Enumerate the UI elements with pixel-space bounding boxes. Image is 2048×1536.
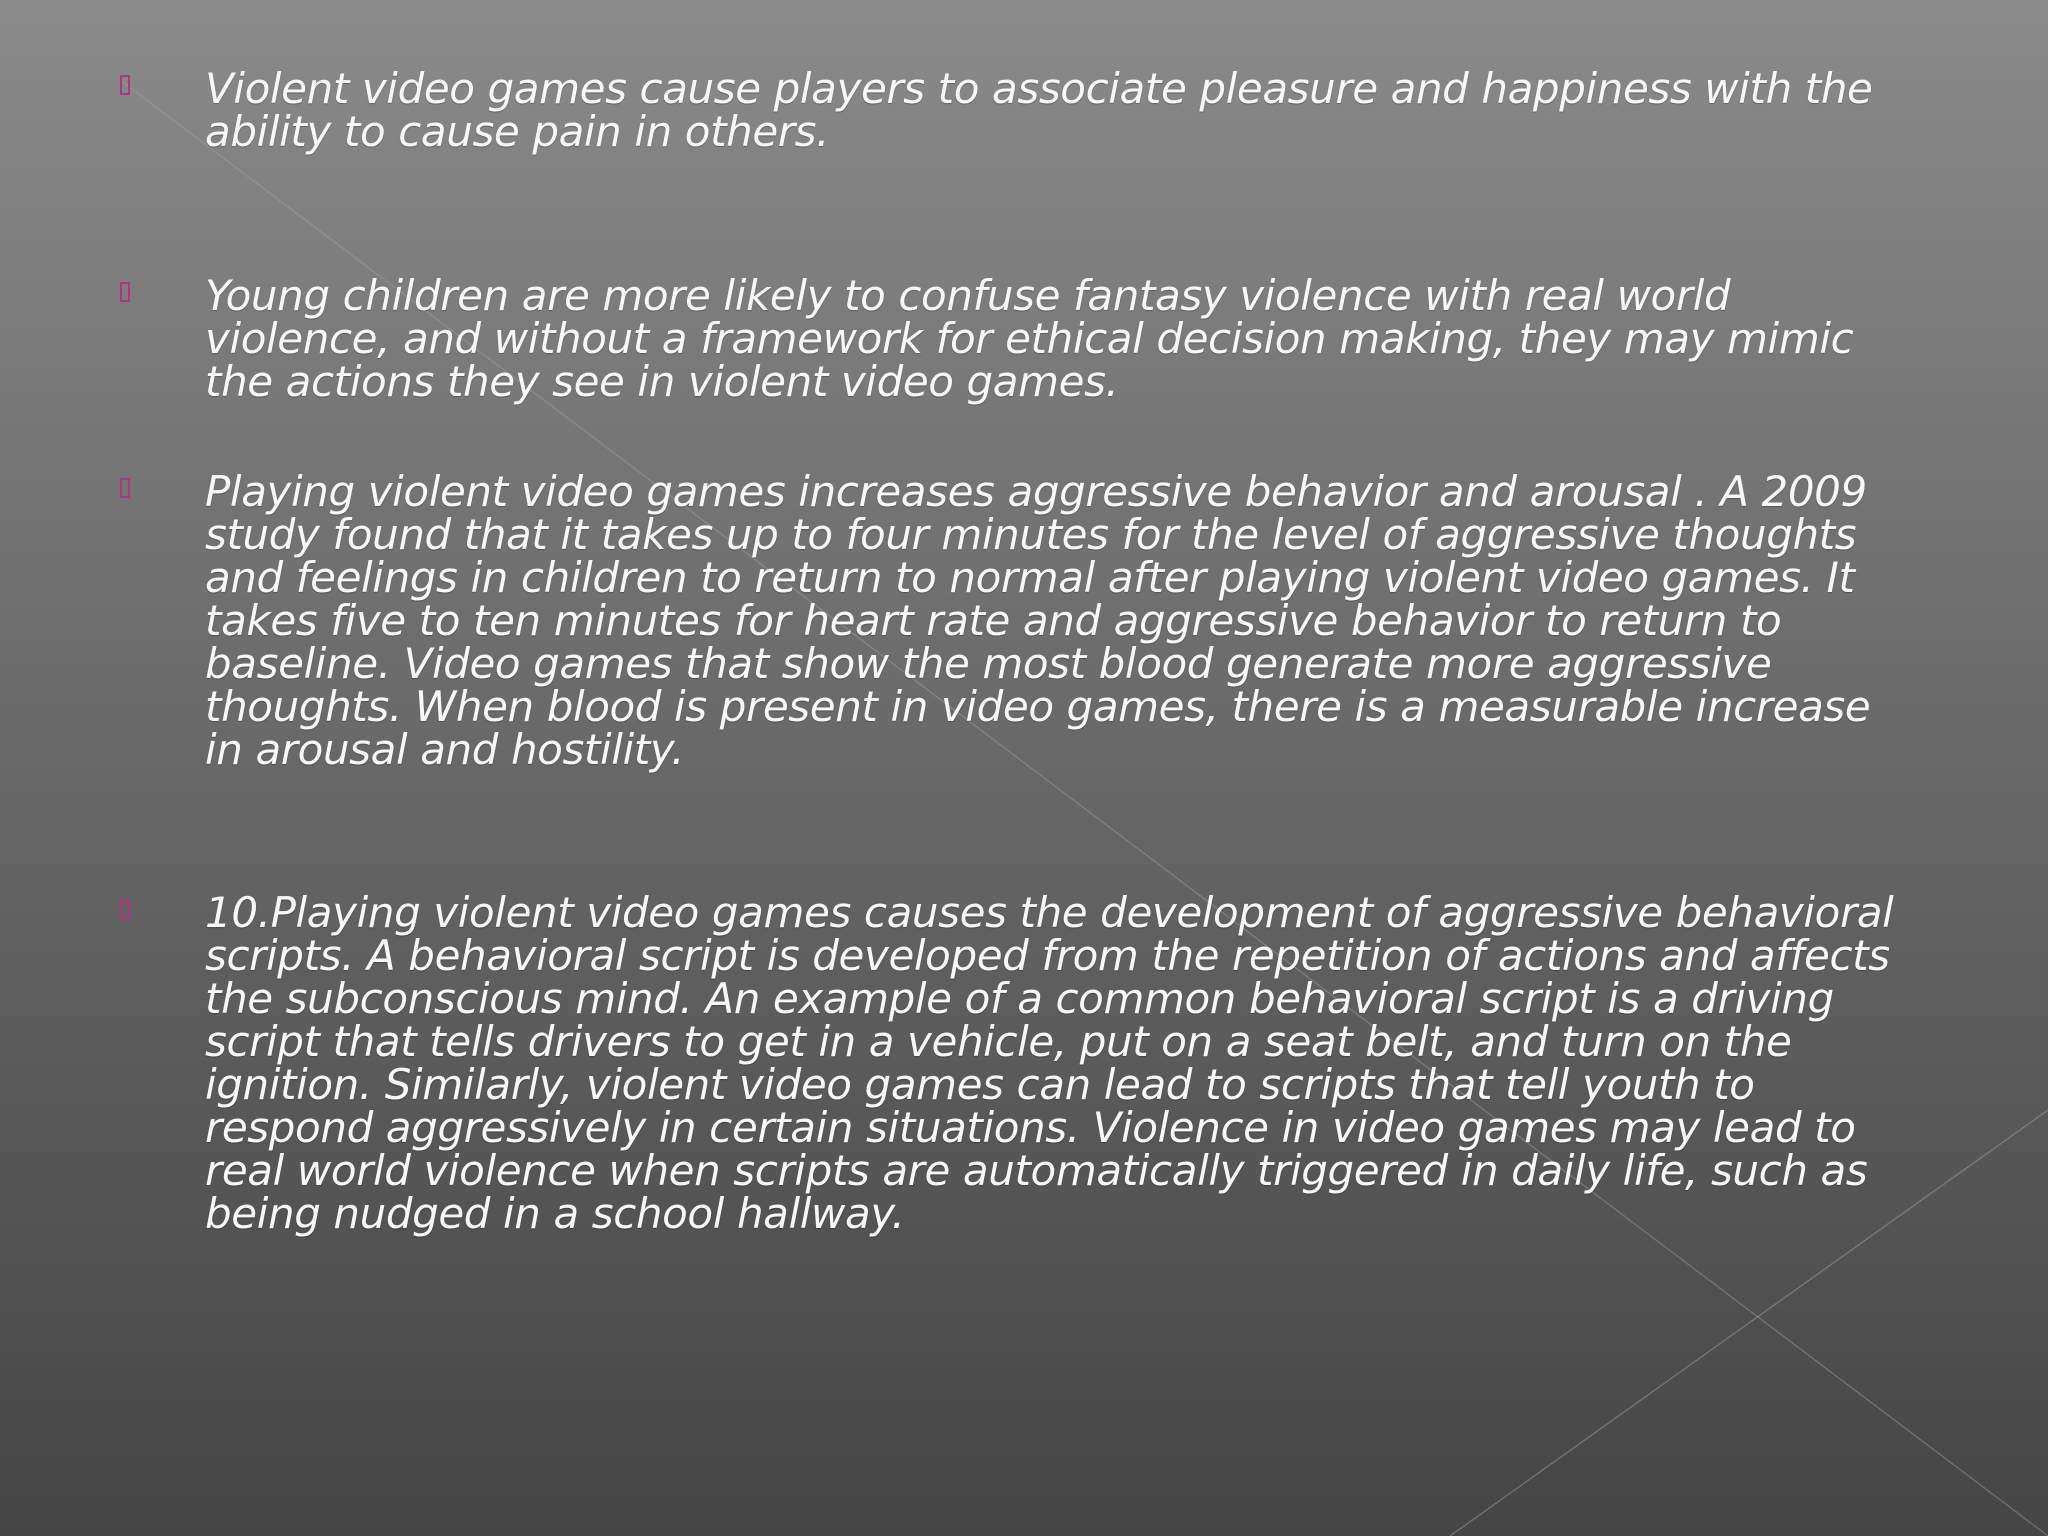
bullet-marker-icon (120, 478, 130, 498)
bullet-text: Young children are more likely to confuse fantasy violence with real world violence, and without a framework for ethical decision making, they may mimic the actions they see in violent video games. (205, 271, 1854, 406)
bullet-item-2 (205, 271, 1905, 406)
bullet-marker-icon (120, 899, 130, 919)
bullet-marker-icon (120, 75, 130, 95)
bullet-marker-icon (120, 282, 130, 302)
bullet-item-4 (205, 888, 1905, 1238)
bullet-text: Violent video games cause players to associate pleasure and happiness with the ability to cause pain in others. (205, 64, 1873, 156)
bullet-item-1 (205, 64, 1905, 156)
bullet-text: 10.Playing violent video games causes the development of aggressive behavioral scripts. A behavioral script is developed from the repetition of actions and affects the subconscious mind. An example of a common behavioral script is a driving script that tells drivers to get in a vehicle, put on a seat belt, and turn on the ignition. Similarly, violent video games can lead to scripts that tell youth to respond aggressively in certain situations. Violence in video games may lead to real world violence when scripts are automatically triggered in daily life, such as being nudged in a school hallway. (205, 888, 1894, 1238)
bullet-text: Playing violent video games increases aggressive behavior and arousal . A 2009 study found that it takes up to four minutes for the level of aggressive thoughts and feelings in children to return to normal after playing violent video games. It takes five to ten minutes for heart rate and aggressive behavior to return to baseline. Video games that show the most blood generate more aggressive thoughts. When blood is present in video games, there is a measurable increase in arousal and hostility. (205, 467, 1871, 774)
bullet-item-3 (205, 467, 1905, 774)
